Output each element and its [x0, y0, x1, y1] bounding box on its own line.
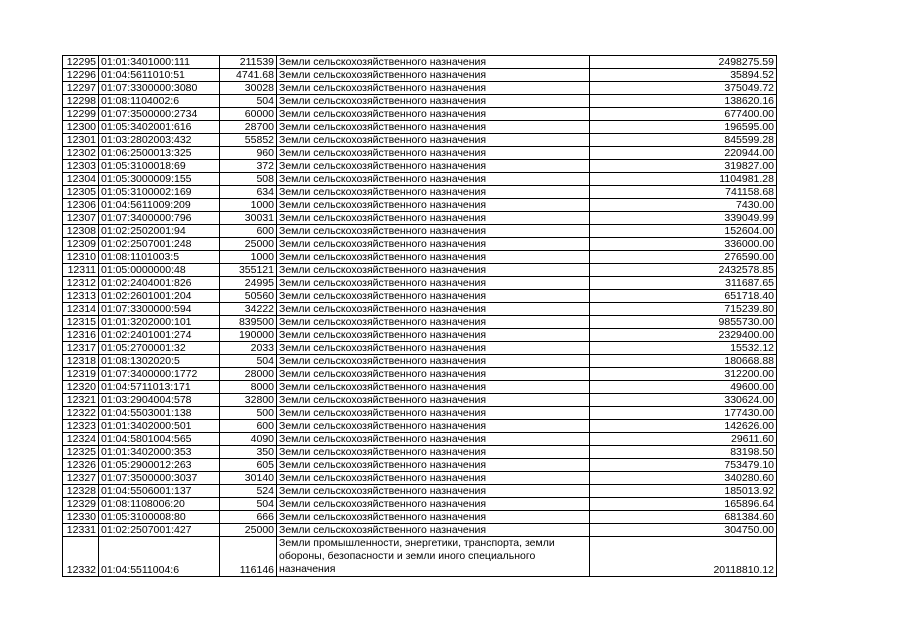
land-category: Земли сельскохозяйственного назначения: [277, 394, 590, 407]
cadastral-number: 01:05:3100018:69: [99, 160, 220, 173]
row-number: 12315: [63, 316, 99, 329]
land-category: Земли сельскохозяйственного назначения: [277, 264, 590, 277]
land-category: Земли сельскохозяйственного назначения: [277, 485, 590, 498]
cadastral-value: 29611.60: [590, 433, 777, 446]
table-row: [63, 472, 777, 485]
area-value: 1000: [220, 199, 277, 212]
area-value: 2033: [220, 342, 277, 355]
cadastral-value: 339049.99: [590, 212, 777, 225]
cadastral-number: 01:05:3100002:169: [99, 186, 220, 199]
row-number: 12312: [63, 277, 99, 290]
area-value: 666: [220, 511, 277, 524]
land-category: Земли сельскохозяйственного назначения: [277, 368, 590, 381]
land-category: Земли сельскохозяйственного назначения: [277, 69, 590, 82]
cadastral-number: 01:04:5503001:138: [99, 407, 220, 420]
row-number: 12327: [63, 472, 99, 485]
cadastral-value: 319827.00: [590, 160, 777, 173]
area-value: 55852: [220, 134, 277, 147]
cadastral-value: 312200.00: [590, 368, 777, 381]
land-category: Земли сельскохозяйственного назначения: [277, 238, 590, 251]
cadastral-value: 753479.10: [590, 459, 777, 472]
cadastral-number: 01:08:1108006:20: [99, 498, 220, 511]
cadastral-value: 651718.40: [590, 290, 777, 303]
row-number: 12299: [63, 108, 99, 121]
area-value: 508: [220, 173, 277, 186]
land-category: Земли сельскохозяйственного назначения: [277, 511, 590, 524]
row-number: 12313: [63, 290, 99, 303]
row-number: 12308: [63, 225, 99, 238]
cadastral-value: 20118810.12: [590, 537, 777, 577]
cadastral-number: 01:07:3400000:796: [99, 212, 220, 225]
area-value: 372: [220, 160, 277, 173]
area-value: 50560: [220, 290, 277, 303]
row-number: 12325: [63, 446, 99, 459]
table-row: [63, 251, 777, 264]
area-value: 28700: [220, 121, 277, 134]
table-row: [63, 277, 777, 290]
table-row: [63, 186, 777, 199]
land-category: Земли сельскохозяйственного назначения: [277, 82, 590, 95]
area-value: 30031: [220, 212, 277, 225]
cadastral-number: 01:05:3000009:155: [99, 173, 220, 186]
row-number: 12328: [63, 485, 99, 498]
cadastral-number: 01:01:3402000:353: [99, 446, 220, 459]
cadastral-number: 01:03:2802003:432: [99, 134, 220, 147]
cadastral-number: 01:02:2502001:94: [99, 225, 220, 238]
cadastral-number: 01:08:1101003:5: [99, 251, 220, 264]
row-number: 12300: [63, 121, 99, 134]
row-number: 12332: [63, 537, 99, 577]
area-value: 500: [220, 407, 277, 420]
row-number: 12298: [63, 95, 99, 108]
row-number: 12303: [63, 160, 99, 173]
land-category: Земли сельскохозяйственного назначения: [277, 173, 590, 186]
land-category: Земли сельскохозяйственного назначения: [277, 290, 590, 303]
cadastral-number: 01:06:2500013:325: [99, 147, 220, 160]
table-row: [63, 290, 777, 303]
cadastral-value: 83198.50: [590, 446, 777, 459]
land-category: Земли сельскохозяйственного назначения: [277, 160, 590, 173]
area-value: 60000: [220, 108, 277, 121]
table-row: [63, 368, 777, 381]
land-category: Земли сельскохозяйственного назначения: [277, 225, 590, 238]
cadastral-number: 01:07:3400000:1772: [99, 368, 220, 381]
area-value: 28000: [220, 368, 277, 381]
row-number: 12329: [63, 498, 99, 511]
land-category: Земли сельскохозяйственного назначения: [277, 355, 590, 368]
cadastral-value: 375049.72: [590, 82, 777, 95]
row-number: 12330: [63, 511, 99, 524]
table-row: [63, 329, 777, 342]
cadastral-number: 01:05:3402001:616: [99, 121, 220, 134]
table-row: [63, 147, 777, 160]
area-value: 960: [220, 147, 277, 160]
land-category: Земли сельскохозяйственного назначения: [277, 472, 590, 485]
area-value: 32800: [220, 394, 277, 407]
cadastral-number: 01:05:2900012:263: [99, 459, 220, 472]
cadastral-value: 741158.68: [590, 186, 777, 199]
land-category: Земли сельскохозяйственного назначения: [277, 498, 590, 511]
cadastral-number: 01:02:2507001:427: [99, 524, 220, 537]
table-row: [63, 485, 777, 498]
table-row: [63, 238, 777, 251]
land-category: Земли сельскохозяйственного назначения: [277, 329, 590, 342]
area-value: 211539: [220, 56, 277, 69]
land-category: Земли сельскохозяйственного назначения: [277, 420, 590, 433]
row-number: 12307: [63, 212, 99, 225]
cadastral-value: 196595.00: [590, 121, 777, 134]
table-row: [63, 82, 777, 95]
table-row: [63, 316, 777, 329]
area-value: 634: [220, 186, 277, 199]
cadastral-value: 185013.92: [590, 485, 777, 498]
land-category: Земли сельскохозяйственного назначения: [277, 199, 590, 212]
cadastral-number: 01:04:5511004:6: [99, 537, 220, 577]
row-number: 12311: [63, 264, 99, 277]
land-category: Земли сельскохозяйственного назначения: [277, 407, 590, 420]
land-category: Земли сельскохозяйственного назначения: [277, 459, 590, 472]
table-row: [63, 511, 777, 524]
table-row: [63, 524, 777, 537]
row-number: 12305: [63, 186, 99, 199]
land-category: Земли сельскохозяйственного назначения: [277, 251, 590, 264]
land-registry-table: [62, 55, 777, 577]
area-value: 4741.68: [220, 69, 277, 82]
area-value: 600: [220, 420, 277, 433]
cadastral-value: 15532.12: [590, 342, 777, 355]
table-row: [63, 56, 777, 69]
land-category: Земли сельскохозяйственного назначения: [277, 56, 590, 69]
area-value: 30140: [220, 472, 277, 485]
table-row: [63, 95, 777, 108]
land-category: Земли сельскохозяйственного назначения: [277, 433, 590, 446]
cadastral-value: 2329400.00: [590, 329, 777, 342]
row-number: 12322: [63, 407, 99, 420]
cadastral-number: 01:07:3500000:2734: [99, 108, 220, 121]
area-value: 34222: [220, 303, 277, 316]
table-row: [63, 303, 777, 316]
table-row: [63, 381, 777, 394]
table-row: [63, 342, 777, 355]
area-value: 25000: [220, 524, 277, 537]
table-row: [63, 355, 777, 368]
cadastral-value: 49600.00: [590, 381, 777, 394]
row-number: 12320: [63, 381, 99, 394]
table-row: [63, 173, 777, 186]
area-value: 190000: [220, 329, 277, 342]
row-number: 12324: [63, 433, 99, 446]
cadastral-number: 01:02:2404001:826: [99, 277, 220, 290]
cadastral-value: 180668.88: [590, 355, 777, 368]
row-number: 12317: [63, 342, 99, 355]
land-category: Земли сельскохозяйственного назначения: [277, 95, 590, 108]
row-number: 12309: [63, 238, 99, 251]
land-category: Земли сельскохозяйственного назначения: [277, 108, 590, 121]
cadastral-value: 304750.00: [590, 524, 777, 537]
cadastral-number: 01:07:3300000:3080: [99, 82, 220, 95]
table-row: [63, 433, 777, 446]
cadastral-value: 311687.65: [590, 277, 777, 290]
area-value: 25000: [220, 238, 277, 251]
row-number: 12297: [63, 82, 99, 95]
cadastral-value: 177430.00: [590, 407, 777, 420]
row-number: 12331: [63, 524, 99, 537]
table-row: [63, 459, 777, 472]
table-row: [63, 160, 777, 173]
cadastral-value: 336000.00: [590, 238, 777, 251]
cadastral-number: 01:04:5611009:209: [99, 199, 220, 212]
row-number: 12321: [63, 394, 99, 407]
area-value: 350: [220, 446, 277, 459]
table-row: [63, 407, 777, 420]
cadastral-number: 01:03:2904004:578: [99, 394, 220, 407]
cadastral-value: 681384.60: [590, 511, 777, 524]
land-category: Земли сельскохозяйственного назначения: [277, 303, 590, 316]
cadastral-number: 01:04:5801004:565: [99, 433, 220, 446]
cadastral-number: 01:04:5711013:171: [99, 381, 220, 394]
cadastral-number: 01:02:2401001:274: [99, 329, 220, 342]
area-value: 504: [220, 498, 277, 511]
area-value: 30028: [220, 82, 277, 95]
area-value: 116146: [220, 537, 277, 577]
row-number: 12302: [63, 147, 99, 160]
cadastral-number: 01:08:1302020:5: [99, 355, 220, 368]
cadastral-value: 9855730.00: [590, 316, 777, 329]
table-row: [63, 108, 777, 121]
land-category: Земли сельскохозяйственного назначения: [277, 121, 590, 134]
cadastral-value: 165896.64: [590, 498, 777, 511]
cadastral-value: 152604.00: [590, 225, 777, 238]
cadastral-number: 01:01:3202000:101: [99, 316, 220, 329]
row-number: 12316: [63, 329, 99, 342]
table-row: [63, 498, 777, 511]
cadastral-value: 7430.00: [590, 199, 777, 212]
cadastral-number: 01:02:2507001:248: [99, 238, 220, 251]
land-category: Земли сельскохозяйственного назначения: [277, 186, 590, 199]
area-value: 8000: [220, 381, 277, 394]
row-number: 12326: [63, 459, 99, 472]
land-category: Земли промышленности, энергетики, транспорта, земли обороны, безопасности и земли иного специального назначения: [277, 537, 590, 577]
cadastral-value: 330624.00: [590, 394, 777, 407]
row-number: 12323: [63, 420, 99, 433]
cadastral-number: 01:07:3300000:594: [99, 303, 220, 316]
cadastral-value: 35894.52: [590, 69, 777, 82]
table-row: [63, 264, 777, 277]
cadastral-number: 01:05:2700001:32: [99, 342, 220, 355]
cadastral-number: 01:02:2601001:204: [99, 290, 220, 303]
area-value: 24995: [220, 277, 277, 290]
land-category: Земли сельскохозяйственного назначения: [277, 134, 590, 147]
row-number: 12306: [63, 199, 99, 212]
cadastral-number: 01:05:0000000:48: [99, 264, 220, 277]
cadastral-value: 220944.00: [590, 147, 777, 160]
table-row: [63, 69, 777, 82]
table-row: [63, 121, 777, 134]
area-value: 600: [220, 225, 277, 238]
area-value: 4090: [220, 433, 277, 446]
cadastral-value: 715239.80: [590, 303, 777, 316]
cadastral-number: 01:05:3100008:80: [99, 511, 220, 524]
land-category: Земли сельскохозяйственного назначения: [277, 277, 590, 290]
land-category: Земли сельскохозяйственного назначения: [277, 381, 590, 394]
area-value: 1000: [220, 251, 277, 264]
land-category: Земли сельскохозяйственного назначения: [277, 342, 590, 355]
cadastral-value: 677400.00: [590, 108, 777, 121]
cadastral-value: 276590.00: [590, 251, 777, 264]
cadastral-number: 01:04:5506001:137: [99, 485, 220, 498]
cadastral-value: 1104981.28: [590, 173, 777, 186]
cadastral-number: 01:08:1104002:6: [99, 95, 220, 108]
cadastral-value: 2432578.85: [590, 264, 777, 277]
row-number: 12314: [63, 303, 99, 316]
land-category: Земли сельскохозяйственного назначения: [277, 316, 590, 329]
land-category: Земли сельскохозяйственного назначения: [277, 446, 590, 459]
land-category: Земли сельскохозяйственного назначения: [277, 524, 590, 537]
table-row: [63, 199, 777, 212]
area-value: 605: [220, 459, 277, 472]
row-number: 12318: [63, 355, 99, 368]
table-row: [63, 394, 777, 407]
area-value: 504: [220, 95, 277, 108]
row-number: 12301: [63, 134, 99, 147]
row-number: 12304: [63, 173, 99, 186]
cadastral-value: 2498275.59: [590, 56, 777, 69]
cadastral-value: 142626.00: [590, 420, 777, 433]
cadastral-number: 01:07:3500000:3037: [99, 472, 220, 485]
cadastral-number: 01:01:3401000:111: [99, 56, 220, 69]
cadastral-value: 138620.16: [590, 95, 777, 108]
table-row: [63, 134, 777, 147]
row-number: 12310: [63, 251, 99, 264]
area-value: 524: [220, 485, 277, 498]
row-number: 12295: [63, 56, 99, 69]
cadastral-value: 845599.28: [590, 134, 777, 147]
cadastral-number: 01:04:5611010:51: [99, 69, 220, 82]
table-row: [63, 225, 777, 238]
area-value: 839500: [220, 316, 277, 329]
area-value: 355121: [220, 264, 277, 277]
cadastral-number: 01:01:3402000:501: [99, 420, 220, 433]
table-row: [63, 446, 777, 459]
row-number: 12296: [63, 69, 99, 82]
land-category: Земли сельскохозяйственного назначения: [277, 147, 590, 160]
land-category: Земли сельскохозяйственного назначения: [277, 212, 590, 225]
table-row: [63, 212, 777, 225]
table-body: [63, 56, 777, 577]
area-value: 504: [220, 355, 277, 368]
table-row: [63, 537, 777, 577]
cadastral-value: 340280.60: [590, 472, 777, 485]
row-number: 12319: [63, 368, 99, 381]
table-row: [63, 420, 777, 433]
